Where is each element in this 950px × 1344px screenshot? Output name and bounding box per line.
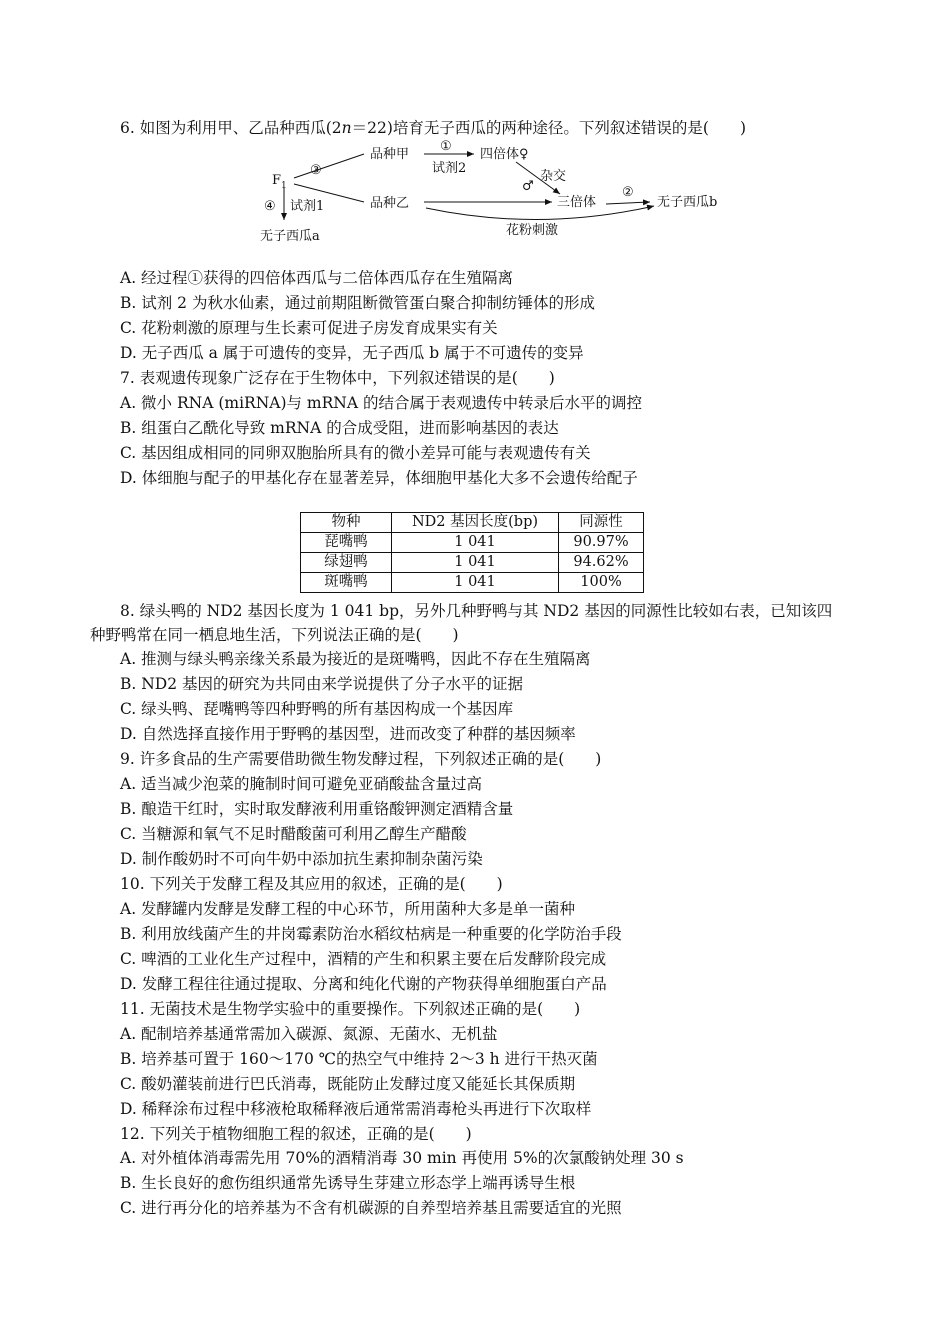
q7-option-c: C. 基因组成相同的同卵双胞胎所具有的微小差异可能与表观遗传有关 [120, 444, 591, 462]
table-row [301, 553, 644, 573]
table-row [301, 533, 644, 553]
tetraploid-label: 四倍体♀ [480, 147, 529, 162]
f1-label: F [272, 173, 282, 188]
cross-label: 杂交 [540, 169, 567, 184]
q11-stem: 11. 无菌技术是生物学实验中的重要操作。下列叙述正确的是( ) [120, 1000, 581, 1018]
table-cell: 90.97% [559, 533, 644, 553]
reagent2-label: 试剂2 [432, 161, 467, 176]
table-header: ND2 基因长度(bp) [392, 513, 559, 533]
q9-option-d: D. 制作酸奶时不可向牛奶中添加抗生素抑制杂菌污染 [120, 850, 483, 868]
table-header: 物种 [301, 513, 392, 533]
table-cell: 斑嘴鸭 [301, 573, 392, 593]
q8-option-b: B. ND2 基因的研究为共同由来学说提供了分子水平的证据 [120, 675, 524, 693]
male-symbol: ♂ [522, 179, 534, 194]
triploid-label: 三倍体 [557, 195, 597, 210]
step1-label: ① [440, 139, 452, 154]
q12-option-b: B. 生长良好的愈伤组织通常先诱导生芽建立形态学上端再诱导生根 [120, 1174, 576, 1192]
q12-option-c: C. 进行再分化的培养基为不含有机碳源的自养型培养基且需要适宜的光照 [120, 1199, 622, 1217]
q9-option-b: B. 酿造干红时，实时取发酵液利用重铬酸钾测定酒精含量 [120, 800, 514, 818]
q6-stem: 6. 如图为利用甲、乙品种西瓜(2n＝22)培育无子西瓜的两种途径。下列叙述错误的是( ) [120, 119, 746, 137]
q9-stem: 9. 许多食品的生产需要借助微生物发酵过程，下列叙述正确的是( ) [120, 750, 602, 768]
step4-label: ④ [264, 199, 276, 214]
breeding-diagram [250, 136, 740, 248]
q6-option-c: C. 花粉刺激的原理与生长素可促进子房发育成果实有关 [120, 319, 498, 337]
q10-option-b: B. 利用放线菌产生的井岗霉素防治水稻纹枯病是一种重要的化学防治手段 [120, 925, 622, 943]
table-cell: 1 041 [392, 573, 559, 593]
seedless-a-label: 无子西瓜a [260, 229, 320, 244]
seedless-b-label: 无子西瓜b [657, 195, 718, 210]
step2-label: ② [622, 185, 634, 200]
table-cell: 绿翅鸭 [301, 553, 392, 573]
q8-option-c: C. 绿头鸭、琵嘴鸭等四种野鸭的所有基因构成一个基因库 [120, 700, 514, 718]
homology-table [300, 512, 644, 593]
q11-option-a: A. 配制培养基通常需加入碳源、氮源、无菌水、无机盐 [120, 1025, 498, 1043]
table-cell: 1 041 [392, 533, 559, 553]
step3-label: ③ [310, 163, 322, 178]
variety-a-label: 品种甲 [370, 147, 410, 162]
table-header-row [301, 513, 644, 533]
q8-stem-line1: 8. 绿头鸭的 ND2 基因长度为 1 041 bp，另外几种野鸭与其 ND2 基因的同源性比较如右表，已知该四 [120, 602, 833, 620]
q10-option-a: A. 发酵罐内发酵是发酵工程的中心环节，所用菌种大多是单一菌种 [120, 900, 576, 918]
q10-option-d: D. 发酵工程往往通过提取、分离和纯化代谢的产物获得单细胞蛋白产品 [120, 975, 607, 993]
q7-option-d: D. 体细胞与配子的甲基化存在显著差异，体细胞甲基化大多不会遗传给配子 [120, 469, 638, 487]
variety-b-label: 品种乙 [370, 196, 410, 211]
q12-option-a: A. 对外植体消毒需先用 70%的酒精消毒 30 min 再使用 5%的次氯酸钠处理 30 s [120, 1149, 684, 1167]
q8-option-d: D. 自然选择直接作用于野鸭的基因型，进而改变了种群的基因频率 [120, 725, 576, 743]
table-cell: 1 041 [392, 553, 559, 573]
q8-stem-line2: 种野鸭常在同一栖息地生活，下列说法正确的是( ) [90, 626, 459, 644]
q7-option-b: B. 组蛋白乙酰化导致 mRNA 的合成受阻，进而影响基因的表达 [120, 419, 559, 437]
table-cell: 94.62% [559, 553, 644, 573]
q10-option-c: C. 啤酒的工业化生产过程中，酒精的产生和积累主要在后发酵阶段完成 [120, 950, 607, 968]
q9-option-c: C. 当糖源和氧气不足时醋酸菌可利用乙醇生产醋酸 [120, 825, 467, 843]
q11-option-c: C. 酸奶灌装前进行巴氏消毒，既能防止发酵过度又能延长其保质期 [120, 1075, 576, 1093]
q9-option-a: A. 适当减少泡菜的腌制时间可避免亚硝酸盐含量过高 [120, 775, 483, 793]
table-row [301, 573, 644, 593]
q6-option-a: A. 经过程①获得的四倍体西瓜与二倍体西瓜存在生殖隔离 [120, 269, 514, 287]
pollen-label: 花粉刺激 [506, 223, 559, 238]
q7-stem: 7. 表观遗传现象广泛存在于生物体中，下列叙述错误的是( ) [120, 369, 555, 387]
q11-option-b: B. 培养基可置于 160～170 ℃的热空气中维持 2～3 h 进行干热灭菌 [120, 1050, 598, 1068]
f1-subscript: 1 [281, 181, 287, 191]
q12-stem: 12. 下列关于植物细胞工程的叙述，正确的是( ) [120, 1125, 472, 1143]
q10-stem: 10. 下列关于发酵工程及其应用的叙述，正确的是( ) [120, 875, 503, 893]
q11-option-d: D. 稀释涂布过程中移液枪取稀释液后通常需消毒枪头再进行下次取样 [120, 1100, 592, 1118]
q8-option-a: A. 推测与绿头鸭亲缘关系最为接近的是斑嘴鸭，因此不存在生殖隔离 [120, 650, 591, 668]
q6-option-d: D. 无子西瓜 a 属于可遗传的变异，无子西瓜 b 属于不可遗传的变异 [120, 344, 584, 362]
table-header: 同源性 [559, 513, 644, 533]
q7-option-a: A. 微小 RNA (miRNA)与 mRNA 的结合属于表观遗传中转录后水平的调控 [120, 394, 642, 412]
table-cell: 100% [559, 573, 644, 593]
reagent1-label: 试剂1 [290, 199, 325, 214]
table-cell: 琵嘴鸭 [301, 533, 392, 553]
q6-option-b: B. 试剂 2 为秋水仙素，通过前期阻断微管蛋白聚合抑制纺锤体的形成 [120, 294, 595, 312]
